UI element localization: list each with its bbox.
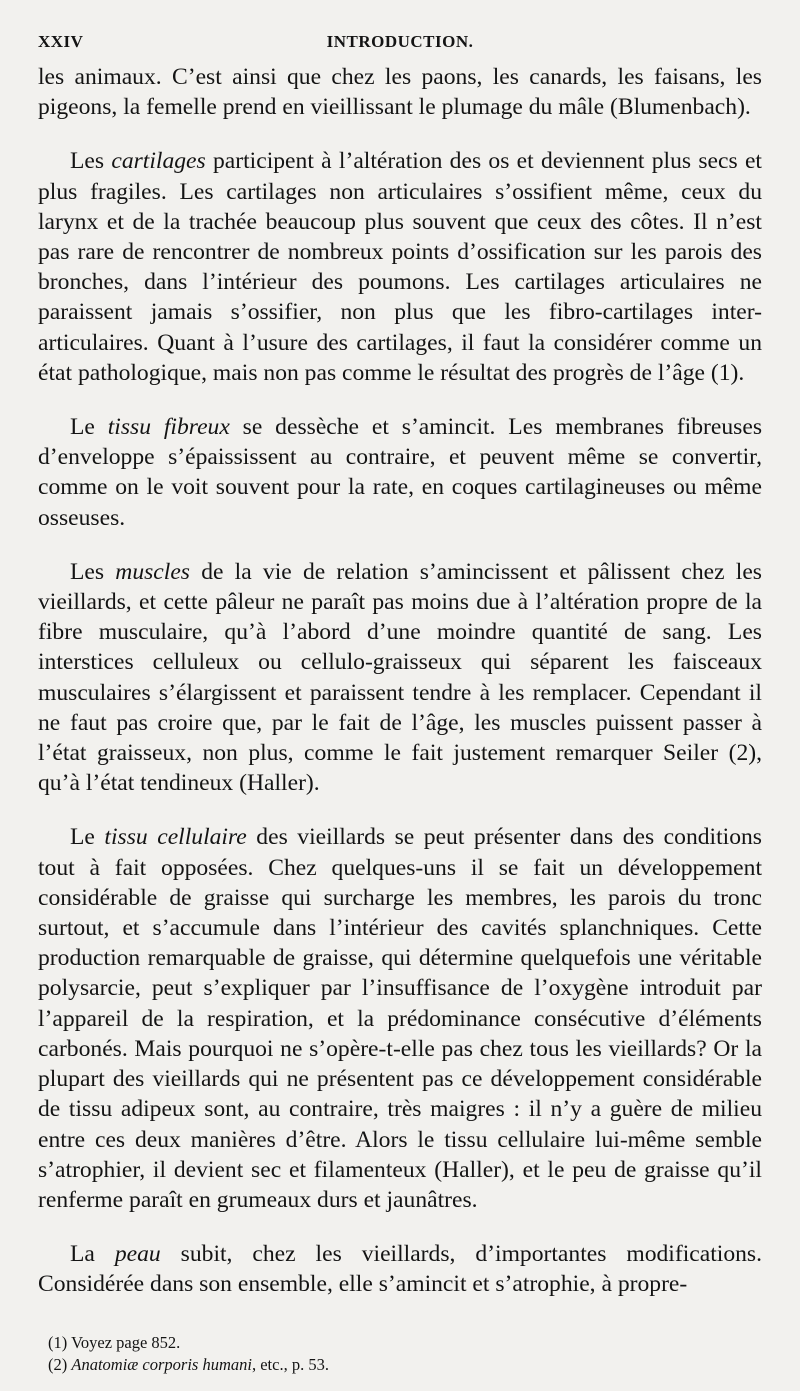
footnote-1 bbox=[48, 1332, 762, 1354]
footnote-text: Voyez page 852. bbox=[67, 1333, 181, 1352]
footnote-text: , etc., p. 53. bbox=[251, 1355, 329, 1374]
paragraph-cartilages bbox=[38, 146, 762, 388]
paragraph-body: des vieillards se peut présenter dans des conditions tout à fait opposées. Chez quelques-uns il se fait un développement considérable de graisse qui surcharge les membres, les parois du tronc surtout, et s’accumule dans l’intérieur des cavités splanchniques. Cette production remarquable de graisse, qui détermine quelquefois une véritable polysarcie, peut s’expliquer par l’insuffisance de l’oxygène introduit par l’appareil de la respiration, et la prédominance consécutive d’éléments carbonés. Mais pourquoi ne s’opère-t-elle pas chez tous les vieillards? Or la plupart des vieillards qui ne présentent pas ce développement considérable de tissu adipeux sont, au contraire, très maigres : il n’y a guère de milieu entre ces deux manières d’être. Alors le tissu cellulaire lui-même semble s’atrophier, il devient sec et filamenteux (Haller), et le peu de graisse qu’il renferme paraît en grumeaux durs et jaunâtres. bbox=[38, 824, 762, 1213]
running-title: INTRODUCTION. bbox=[326, 32, 474, 51]
paragraph-lead: Le bbox=[70, 414, 108, 441]
footnote-mark: (2) bbox=[48, 1355, 68, 1374]
italic-term: cartilages bbox=[111, 148, 206, 175]
paragraph-lead: La bbox=[70, 1241, 115, 1268]
paragraph-lead: Le bbox=[70, 824, 105, 851]
paragraph-tissu-fibreux bbox=[38, 412, 762, 533]
paragraph-continued: les animaux. C’est ainsi que chez les paons, les canards, les faisans, les pigeons, la femelle prend en vieillissant le plumage du mâle (Blumenbach). bbox=[38, 64, 762, 121]
italic-term: tissu fibreux bbox=[107, 414, 230, 441]
paragraph-lead: Les bbox=[70, 558, 116, 585]
page-number: XXIV bbox=[38, 32, 84, 51]
page-header bbox=[38, 28, 762, 58]
footnote-italic-title: Anatomiæ corporis humani bbox=[71, 1355, 252, 1374]
paragraph-muscles bbox=[38, 557, 762, 799]
paragraph-body: subit, chez les vieillards, d’importantes modifications. Considérée dans son ensemble, elle s’amincit et s’atrophie, à propre- bbox=[38, 1241, 762, 1298]
paragraph-body: participent à l’altération des os et deviennent plus secs et plus fragiles. Les cartilages non articulaires s’ossifient même, ceux du larynx et de la trachée beaucoup plus souvent que ceux des côtes. Il n’est pas rare de rencontrer de nombreux points d’ossification sur les parois des bronches, dans l’intérieur des poumons. Les cartilages articulaires ne paraissent jamais s’ossifier, non plus que les fibro-cartilages inter-articulaires. Quant à l’usure des cartilages, il faut la considérer comme un état pathologique, mais non pas comme le résultat des progrès de l’âge (1). bbox=[38, 148, 762, 386]
paragraph-tissu-cellulaire bbox=[38, 822, 762, 1215]
footnotes bbox=[48, 1332, 762, 1376]
italic-term: peau bbox=[114, 1241, 161, 1268]
italic-term: tissu cellulaire bbox=[104, 824, 247, 851]
footnote-mark: (1) bbox=[48, 1333, 68, 1352]
paragraph-body: de la vie de relation s’amincissent et pâlissent chez les vieillards, et cette pâleur ne paraît pas moins due à l’altération propre de la fibre musculaire, qu’à l’abord d’une moindre quantité de sang. Les interstices celluleux ou cellulo-graisseux qui séparent les faisceaux musculaires s’élargissent et paraissent tendre à les remplacer. Cependant il ne faut pas croire que, par le fait de l’âge, les muscles puissent passer à l’état graisseux, non plus, comme le fait justement remarquer Seiler (2), qu’à l’état tendineux (Haller). bbox=[38, 558, 762, 797]
paragraph-lead: Les bbox=[70, 148, 112, 175]
italic-term: muscles bbox=[115, 558, 190, 585]
body-text bbox=[38, 62, 762, 1300]
paragraph-body: se dessèche et s’amincit. Les membranes fibreuses d’enveloppe s’épaississent au contraire, et peuvent même se convertir, comme on le voit souvent pour la rate, en coques cartilagineuses ou même osseuses. bbox=[38, 414, 762, 531]
paragraph-peau bbox=[38, 1239, 762, 1299]
footnote-2 bbox=[48, 1354, 762, 1376]
